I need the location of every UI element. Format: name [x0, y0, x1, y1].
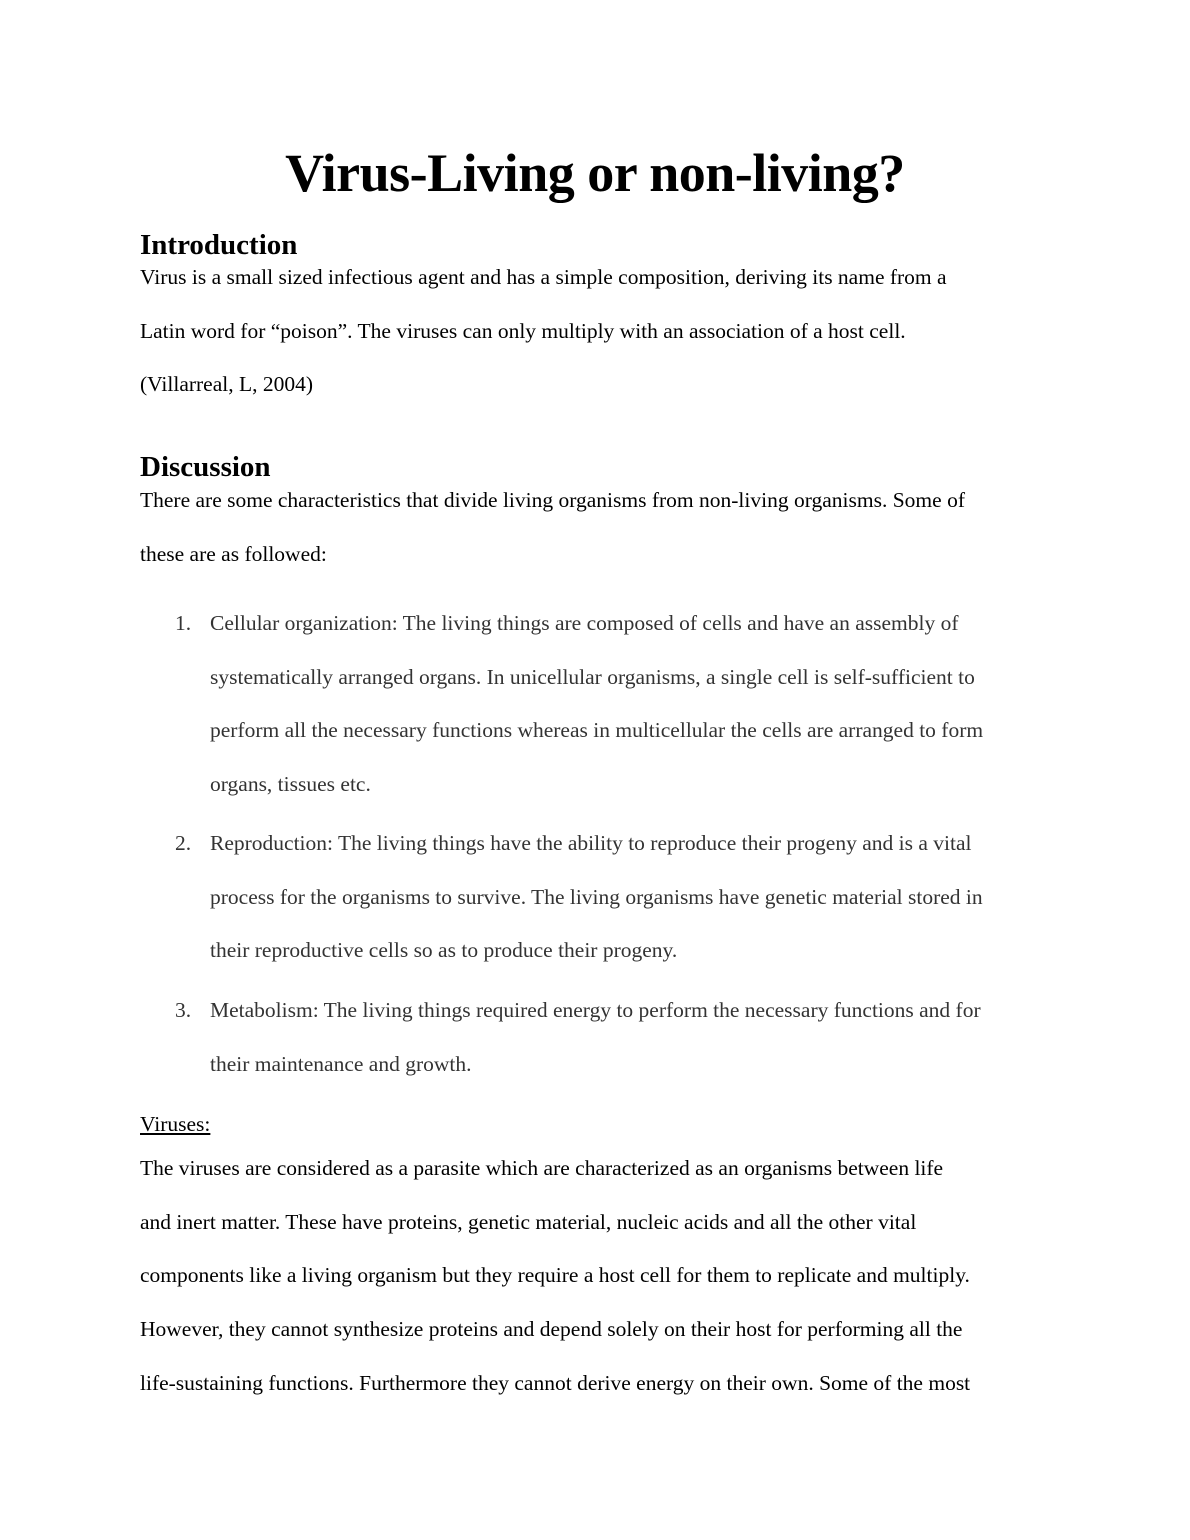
- discussion-heading: Discussion: [140, 451, 271, 483]
- viruses-line: However, they cannot synthesize proteins and depend solely on their host for performing all the: [140, 1317, 963, 1342]
- list-item-line: process for the organisms to survive. The living organisms have genetic material stored in: [210, 884, 983, 909]
- introduction-line: Virus is a small sized infectious agent and has a simple composition, deriving its name from a: [140, 265, 947, 289]
- list-item-line: perform all the necessary functions whereas in multicellular the cells are arranged to form: [210, 718, 984, 743]
- list-item-text: [210, 984, 1060, 1091]
- list-item-line: their maintenance and growth.: [210, 1051, 472, 1076]
- viruses-subheading: Viruses:: [140, 1112, 211, 1136]
- viruses-line: life-sustaining functions. Furthermore they cannot derive energy on their own. Some of the most: [140, 1370, 971, 1395]
- list-item-line: organs, tissues etc.: [210, 772, 371, 797]
- introduction-line: (Villarreal, L, 2004): [140, 372, 314, 397]
- list-item-line: Cellular organization: The living things are composed of cells and have an assembly of: [210, 611, 959, 635]
- list-item-text: [210, 597, 1060, 812]
- list-item-line: their reproductive cells so as to produce their progeny.: [210, 938, 678, 963]
- discussion-line: There are some characteristics that divide living organisms from non-living organisms. Some of: [140, 488, 965, 512]
- list-item-text: [210, 817, 1060, 978]
- introduction-heading: Introduction: [140, 229, 298, 261]
- list-item-line: Metabolism: The living things required energy to perform the necessary functions and for: [210, 998, 981, 1022]
- list-item-number: 1.: [175, 611, 192, 635]
- viruses-paragraph: [140, 1142, 1060, 1411]
- list-item-line: Reproduction: The living things have the ability to reproduce their progeny and is a vital: [210, 831, 972, 855]
- document-title: Virus-Living or non-living?: [285, 143, 905, 203]
- list-item-number: 3.: [175, 998, 192, 1022]
- discussion-line: these are as followed:: [140, 541, 327, 566]
- viruses-line: The viruses are considered as a parasite which are characterized as an organisms between life: [140, 1156, 944, 1180]
- introduction-line: Latin word for “poison”. The viruses can only multiply with an association of a host cell.: [140, 318, 906, 343]
- discussion-paragraph: [140, 474, 1060, 581]
- list-item-number: 2.: [175, 831, 192, 855]
- introduction-paragraph: [140, 251, 1060, 412]
- viruses-line: components like a living organism but they require a host cell for them to replicate and multiply.: [140, 1263, 970, 1288]
- list-item-line: systematically arranged organs. In unicellular organisms, a single cell is self-sufficient to: [210, 664, 975, 689]
- viruses-line: and inert matter. These have proteins, genetic material, nucleic acids and all the other vital: [140, 1209, 917, 1234]
